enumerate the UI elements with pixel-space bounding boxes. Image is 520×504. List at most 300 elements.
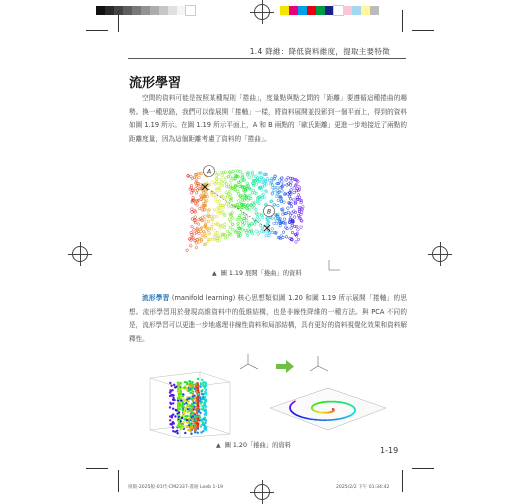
scatter-point: [216, 178, 219, 181]
scatter-point: [229, 226, 232, 229]
roll-point: [197, 432, 199, 434]
roll-point: [174, 431, 176, 433]
crop-mark: [86, 30, 108, 31]
scatter-point: [194, 202, 197, 205]
scatter-point: [285, 236, 288, 239]
roll-point: [190, 416, 192, 418]
roll-point: [204, 387, 206, 389]
roll-point: [183, 418, 185, 420]
roll-point: [204, 405, 206, 407]
roll-point: [187, 429, 189, 431]
roll-point: [201, 389, 203, 391]
scatter-point: [219, 227, 222, 230]
scatter-point: [191, 218, 194, 221]
scatter-point: [244, 203, 247, 206]
scatter-point: [214, 230, 217, 233]
scatter-point: [201, 234, 204, 237]
roll-point: [178, 422, 180, 424]
crop-mark: [402, 10, 403, 32]
roll-point: [190, 389, 192, 391]
scatter-point: [255, 208, 258, 211]
roll-point: [179, 428, 181, 430]
roll-point: [184, 432, 186, 434]
scatter-point: [270, 200, 273, 203]
scatter-point: [291, 231, 294, 234]
roll-point: [172, 397, 174, 399]
scatter-point: [212, 195, 215, 198]
scatter-point: [280, 235, 283, 238]
roll-point: [191, 427, 193, 429]
scatter-point: [282, 231, 285, 234]
roll-point: [172, 394, 174, 396]
scatter-point: [236, 170, 239, 173]
roll-point: [179, 388, 181, 390]
roll-point: [199, 416, 201, 418]
roll-point: [177, 402, 179, 404]
roll-point: [177, 407, 179, 409]
roll-point: [173, 384, 175, 386]
registration-mark-top: [254, 4, 270, 20]
scatter-point: [301, 220, 304, 223]
scatter-point: [300, 226, 303, 229]
roll-point: [171, 422, 173, 424]
scatter-point: [297, 194, 300, 197]
roll-point: [197, 427, 199, 429]
scatter-point: [195, 242, 198, 245]
scatter-point: [213, 209, 216, 212]
roll-point: [203, 402, 205, 404]
roll-point: [193, 402, 195, 404]
scatter-point: [225, 183, 228, 186]
scatter-point: [273, 189, 276, 192]
roll-point: [196, 408, 198, 410]
roll-point: [186, 419, 188, 421]
scatter-point: [258, 219, 261, 222]
roll-point: [182, 409, 184, 411]
scatter-point: [255, 183, 258, 186]
scatter-point: [227, 205, 230, 208]
scatter-point: [218, 200, 221, 203]
scatter-point: [294, 225, 297, 228]
scatter-point: [192, 190, 195, 193]
scatter-point: [230, 180, 233, 183]
scatter-point: [223, 226, 226, 229]
roll-point: [182, 395, 184, 397]
roll-point: [187, 390, 189, 392]
scatter-point: [221, 184, 224, 187]
grayscale-bar: [96, 6, 195, 15]
roll-point: [183, 406, 185, 408]
figure-swiss-roll: [142, 352, 392, 438]
scatter-point: [275, 222, 278, 225]
scatter-point: [287, 207, 290, 210]
scatter-point: [246, 182, 249, 185]
scatter-point: [194, 216, 197, 219]
crop-mark: [412, 468, 434, 469]
roll-point: [182, 421, 184, 423]
registration-mark-bottom: [254, 484, 270, 500]
roll-point: [189, 422, 191, 424]
roll-point: [183, 400, 185, 402]
roll-point: [205, 413, 207, 415]
roll-point: [170, 385, 172, 387]
scatter-point: [193, 233, 196, 236]
roll-point: [174, 415, 176, 417]
scatter-point: [265, 235, 268, 238]
roll-point: [186, 421, 188, 423]
roll-point: [170, 394, 172, 396]
scatter-point: [256, 216, 259, 219]
scatter-point: [271, 228, 274, 231]
roll-point: [201, 408, 203, 410]
roll-point: [169, 406, 171, 408]
roll-point: [205, 393, 207, 395]
roll-point: [202, 421, 204, 423]
caption-triangle-icon: ▲: [212, 270, 217, 277]
scatter-point: [225, 203, 228, 206]
scatter-point: [283, 218, 286, 221]
roll-point: [177, 383, 179, 385]
roll-point: [193, 422, 195, 424]
scatter-point: [272, 186, 275, 189]
scatter-point: [293, 199, 296, 202]
scatter-point: [277, 204, 280, 207]
roll-point: [196, 418, 198, 420]
crop-mark: [118, 10, 119, 32]
roll-point: [197, 398, 199, 400]
scatter-point: [297, 238, 300, 241]
print-footer-right: 2025/2/2 下午 01:34:42: [336, 485, 390, 490]
scatter-point: [207, 220, 210, 223]
roll-point: [197, 378, 199, 380]
roll-point: [178, 420, 180, 422]
scatter-point: [288, 195, 291, 198]
roll-point: [204, 391, 206, 393]
scatter-point: [225, 177, 228, 180]
scatter-point: [186, 249, 189, 252]
scatter-point: [295, 241, 298, 244]
scatter-point: [207, 231, 210, 234]
crop-mark: [402, 470, 403, 492]
axes-icon: [326, 258, 342, 272]
scatter-point: [253, 223, 256, 226]
roll-point: [187, 426, 189, 428]
scatter-point: [226, 235, 229, 238]
scatter-point: [229, 176, 232, 179]
roll-point: [190, 386, 192, 388]
roll-point: [196, 410, 198, 412]
roll-point: [169, 382, 171, 384]
roll-point: [204, 410, 206, 412]
roll-point: [195, 385, 197, 387]
scatter-point: [196, 204, 199, 207]
roll-point: [170, 390, 172, 392]
roll-point: [197, 422, 199, 424]
figure-unrolled-data: [178, 160, 348, 262]
roll-point: [191, 404, 193, 406]
transform-arrow-icon: [276, 360, 294, 373]
roll-point: [189, 408, 191, 410]
scatter-point: [212, 223, 215, 226]
scatter-point: [195, 246, 198, 249]
roll-point: [189, 430, 191, 432]
scatter-point: [201, 209, 204, 212]
scatter-point: [293, 187, 296, 190]
scatter-point: [255, 230, 258, 233]
scatter-point: [283, 201, 286, 204]
scatter-point: [212, 181, 215, 184]
scatter-point: [200, 240, 203, 243]
scatter-point: [228, 190, 231, 193]
crop-mark: [86, 468, 108, 469]
scatter-point: [195, 192, 198, 195]
scatter-point: [215, 195, 218, 198]
roll-point: [195, 388, 197, 390]
roll-point: [180, 393, 182, 395]
scatter-point: [227, 175, 230, 178]
point-b-label: B: [266, 208, 272, 216]
scatter-point: [241, 177, 244, 180]
roll-point: [178, 417, 180, 419]
roll-point: [191, 398, 193, 400]
roll-point: [199, 396, 201, 398]
scatter-point: [246, 219, 249, 222]
roll-point: [172, 427, 174, 429]
scatter-point: [218, 183, 221, 186]
roll-point: [172, 402, 174, 404]
roll-point: [192, 412, 194, 414]
scatter-point: [238, 200, 241, 203]
roll-point: [188, 397, 190, 399]
keyword-manifold-learning: 流形學習: [142, 294, 170, 302]
roll-point: [190, 392, 192, 394]
scatter-point: [208, 233, 211, 236]
figure-caption-1-20: [216, 440, 291, 449]
roll-point: [202, 396, 204, 398]
roll-point: [196, 382, 198, 384]
scatter-point: [268, 234, 271, 237]
caption-text: 圖 1.19 展開「捲曲」的資料: [220, 270, 302, 277]
roll-point: [194, 427, 196, 429]
scatter-point: [276, 220, 279, 223]
scatter-point: [198, 176, 201, 179]
scatter-point: [277, 199, 280, 202]
scatter-point: [232, 217, 235, 220]
caption-text: 圖 1.20「捲曲」的資料: [224, 442, 292, 449]
scatter-point: [223, 223, 226, 226]
roll-point: [194, 406, 196, 408]
body-paragraph-1: 空間的資料可能是按照某種規則「捲曲」，度量點與點之間的「距離」要遵循這種捲曲的趨勢。換一種思路，我們可以像展開「捲軸」一樣，將資料展開並投影到一個平面上，得到的資料如圖 1.19 所示。在圖 1.19 所示平面上，A 和 B 兩點的「歐氏距離」更進一步地接近了兩點的距離度量，因為這個距離考慮了資料的「捲曲」。: [129, 94, 407, 143]
scatter-point: [204, 218, 207, 221]
roll-point: [204, 381, 206, 383]
roll-point: [177, 398, 179, 400]
scatter-point: [249, 194, 252, 197]
scatter-point: [243, 222, 246, 225]
roll-point: [173, 399, 175, 401]
roll-point: [186, 411, 188, 413]
roll-point: [197, 403, 199, 405]
scatter-point: [220, 171, 223, 174]
roll-point: [200, 382, 202, 384]
roll-point: [202, 393, 204, 395]
scatter-point: [195, 187, 198, 190]
axes-3d-icon-right: [310, 356, 328, 371]
roll-point: [198, 408, 200, 410]
scatter-point: [239, 170, 242, 173]
scatter-point: [237, 190, 240, 193]
running-header: 1.4 降維：降低資料維度，提取主要特徵: [249, 47, 390, 56]
scatter-point: [248, 176, 251, 179]
scatter-point: [290, 205, 293, 208]
scatter-point: [281, 190, 284, 193]
crop-mark: [412, 30, 434, 31]
roll-point: [199, 412, 201, 414]
scatter-point: [214, 171, 217, 174]
scatter-point: [215, 191, 218, 194]
roll-point: [187, 400, 189, 402]
scatter-point: [289, 218, 292, 221]
scatter-point: [236, 218, 239, 221]
point-a-label: A: [206, 168, 212, 176]
color-bar: [280, 6, 379, 15]
axes-3d-icon: [240, 354, 258, 369]
roll-point: [181, 417, 183, 419]
figure-caption-1-19: [212, 268, 302, 277]
roll-point: [183, 387, 185, 389]
scatter-point: [197, 223, 200, 226]
scatter-point: [276, 195, 279, 198]
header-rule: [128, 58, 406, 59]
scatter-point: [241, 229, 244, 232]
scatter-point: [224, 197, 227, 200]
roll-point: [186, 403, 188, 405]
roll-point: [201, 405, 203, 407]
roll-point: [204, 396, 206, 398]
roll-point: [171, 415, 173, 417]
scatter-point: [290, 181, 293, 184]
spiral-point: [294, 401, 296, 403]
roll-point: [191, 381, 193, 383]
roll-point: [186, 415, 188, 417]
roll-point: [192, 408, 194, 410]
scatter-point: [293, 216, 296, 219]
scatter-point: [273, 222, 276, 225]
registration-mark-right: [432, 246, 448, 262]
scatter-point: [191, 211, 194, 214]
scatter-point: [193, 229, 196, 232]
scatter-point: [237, 222, 240, 225]
scatter-point: [246, 234, 249, 237]
body-paragraph-2: [129, 292, 407, 346]
roll-point: [174, 386, 176, 388]
roll-point: [191, 420, 193, 422]
scatter-point: [229, 184, 232, 187]
roll-point: [188, 380, 190, 382]
scatter-point: [219, 189, 222, 192]
scatter-point: [190, 245, 193, 248]
roll-point: [201, 379, 203, 381]
roll-point: [188, 405, 190, 407]
scatter-point: [228, 218, 231, 221]
roll-point: [182, 424, 184, 426]
roll-point: [191, 425, 193, 427]
scatter-point: [287, 176, 290, 179]
scatter-point: [297, 229, 300, 232]
scatter-point: [191, 225, 194, 228]
roll-point: [177, 414, 179, 416]
scatter-point: [213, 215, 216, 218]
roll-point: [178, 386, 180, 388]
scatter-point: [285, 179, 288, 182]
caption-triangle-icon: ▲: [216, 442, 221, 449]
roll-point: [190, 433, 192, 435]
roll-point: [205, 420, 207, 422]
roll-point: [199, 385, 201, 387]
roll-point: [186, 383, 188, 385]
scatter-point: [204, 215, 207, 218]
paragraph-2-text: (manifold learning) 核心思想類似圖 1.20 和圖 1.19 所示展開「捲軸」的思想。流形學習用於發現高維資料中的低維結構，也是非線性降維的一種方法。與 PCA 不同的是，流形學習可以更進一步地處理非線性資料和局部結構，具有更好的資料視覺化效果和資料解釋性。: [129, 294, 408, 343]
scatter-point: [221, 174, 224, 177]
scatter-point: [215, 177, 218, 180]
scatter-point: [252, 232, 255, 235]
scatter-point: [198, 207, 201, 210]
roll-point: [184, 381, 186, 383]
scatter-point: [289, 198, 292, 201]
scatter-point: [226, 230, 229, 233]
scatter-point: [219, 204, 222, 207]
scatter-point: [241, 173, 244, 176]
scatter-point: [287, 211, 290, 214]
roll-point: [201, 419, 203, 421]
projection-plane: [270, 388, 386, 430]
roll-point: [200, 431, 202, 433]
scatter-point: [244, 229, 247, 232]
roll-point: [172, 430, 174, 432]
scatter-point: [261, 189, 264, 192]
scatter-point: [191, 208, 194, 211]
scatter-point: [298, 196, 301, 199]
page-number: 1-19: [380, 446, 399, 455]
roll-point: [169, 402, 171, 404]
scatter-point: [293, 191, 296, 194]
scatter-point: [205, 193, 208, 196]
scatter-point: [232, 170, 235, 173]
scatter-point: [232, 229, 235, 232]
roll-point: [205, 428, 207, 430]
scatter-point: [289, 214, 292, 217]
scatter-point: [290, 227, 293, 230]
roll-point: [177, 425, 179, 427]
scatter-point: [266, 178, 269, 181]
scatter-point: [215, 188, 218, 191]
print-footer-left: 排版-2025版-01代-CM2337-書冊 Loeb 1-19: [128, 485, 223, 490]
roll-point: [197, 393, 199, 395]
roll-point: [194, 413, 196, 415]
roll-point: [175, 409, 177, 411]
scatter-point: [289, 177, 292, 180]
roll-point: [178, 411, 180, 413]
roll-point: [200, 425, 202, 427]
crop-mark: [118, 470, 119, 492]
scatter-point: [216, 215, 219, 218]
roll-point: [190, 384, 192, 386]
scatter-points: [186, 170, 304, 252]
scatter-point: [255, 175, 258, 178]
roll-point: [200, 402, 202, 404]
roll-point: [169, 419, 171, 421]
roll-point: [172, 408, 174, 410]
section-title: 流形學習: [129, 76, 182, 91]
